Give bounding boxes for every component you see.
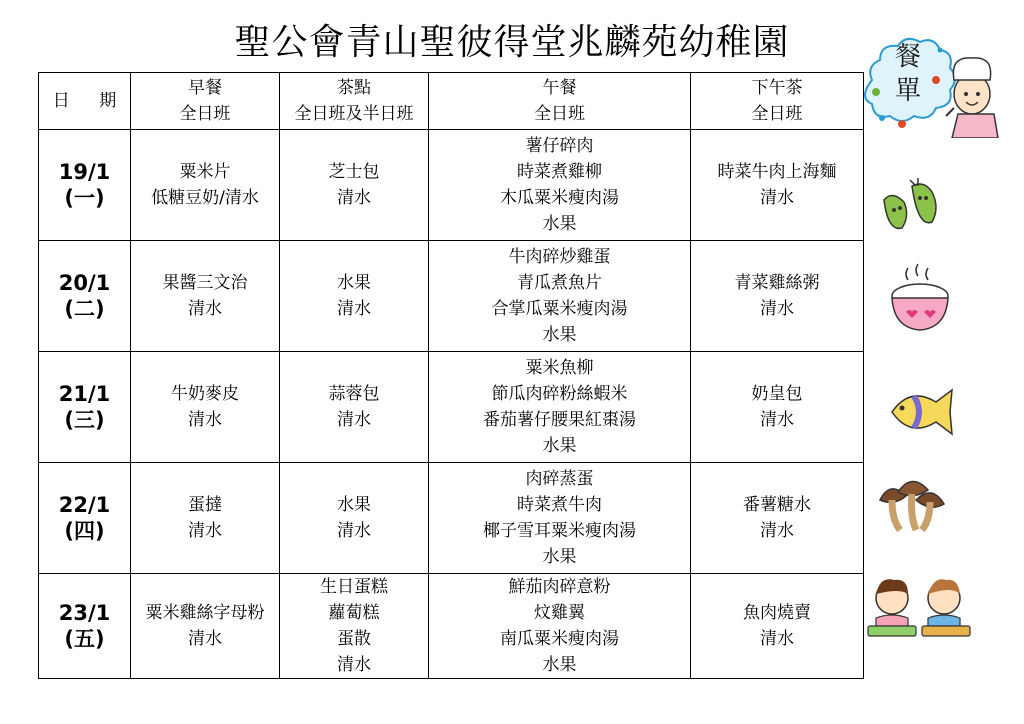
menu-item: 粟米雞絲字母粉 bbox=[145, 603, 265, 623]
header-snack: 茶點 全日班及半日班 bbox=[280, 73, 429, 130]
menu-item: 薯仔碎肉 bbox=[525, 136, 594, 156]
breakfast-cell bbox=[131, 352, 280, 463]
chef-icon bbox=[862, 30, 1002, 138]
menu-item: 清水 bbox=[337, 299, 371, 319]
menu-item: 粟米片 bbox=[179, 162, 231, 182]
menu-item: 清水 bbox=[337, 410, 371, 430]
menu-item: 鮮茄肉碎意粉 bbox=[508, 577, 611, 597]
breakfast-cell bbox=[131, 574, 280, 679]
menu-item: 青菜雞絲粥 bbox=[734, 273, 820, 293]
menu-item: 清水 bbox=[337, 188, 371, 208]
snack-cell bbox=[280, 130, 429, 241]
menu-item: 清水 bbox=[188, 410, 222, 430]
menu-item: 水果 bbox=[542, 214, 577, 234]
menu-item: 水果 bbox=[542, 325, 577, 345]
menu-item: 生日蛋糕 bbox=[320, 577, 388, 597]
menu-item: 清水 bbox=[188, 629, 222, 649]
breakfast-cell bbox=[131, 130, 280, 241]
lunch-cell bbox=[429, 463, 691, 574]
tea-cell bbox=[691, 352, 864, 463]
menu-item: 粟米魚柳 bbox=[525, 358, 594, 378]
menu-item: 水果 bbox=[542, 655, 577, 675]
page-title: 聖公會青山聖彼得堂兆麟苑幼稚園 bbox=[234, 22, 790, 63]
menu-item: 蛋散 bbox=[337, 629, 371, 649]
header-date: 日 期 bbox=[39, 73, 131, 130]
menu-item: 蘿蔔糕 bbox=[328, 603, 380, 623]
header-tea: 下午茶 全日班 bbox=[691, 73, 864, 130]
weekday-label: (四) bbox=[64, 519, 105, 543]
menu-item: 木瓜粟米瘦肉湯 bbox=[500, 188, 619, 208]
table-row bbox=[39, 130, 864, 241]
menu-item: 清水 bbox=[760, 410, 794, 430]
lunch-cell bbox=[429, 130, 691, 241]
menu-item: 牛肉碎炒雞蛋 bbox=[508, 247, 611, 267]
menu-table bbox=[38, 72, 864, 679]
weekday-label: (一) bbox=[64, 186, 105, 210]
menu-item: 魚肉燒賣 bbox=[743, 603, 811, 623]
tea-cell bbox=[691, 130, 864, 241]
menu-item: 炆雞翼 bbox=[534, 603, 585, 623]
tea-cell bbox=[691, 241, 864, 352]
menu-item: 清水 bbox=[188, 299, 222, 319]
table-row bbox=[39, 463, 864, 574]
mushrooms-icon bbox=[876, 474, 948, 536]
menu-item: 清水 bbox=[760, 299, 794, 319]
tea-cell bbox=[691, 463, 864, 574]
table-row bbox=[39, 241, 864, 352]
pea-pods-icon bbox=[876, 176, 948, 236]
lunch-cell bbox=[429, 241, 691, 352]
breakfast-cell bbox=[131, 463, 280, 574]
weekday-label: (二) bbox=[64, 297, 105, 321]
menu-item: 清水 bbox=[337, 521, 371, 541]
menu-item: 時菜煮雞柳 bbox=[517, 162, 602, 182]
menu-item: 水果 bbox=[542, 436, 577, 456]
rice-bowl-icon bbox=[884, 262, 956, 336]
date-cell bbox=[39, 130, 131, 241]
menu-item: 南瓜粟米瘦肉湯 bbox=[500, 629, 619, 649]
menu-item: 奶皇包 bbox=[751, 384, 803, 404]
menu-item: 牛奶麥皮 bbox=[171, 384, 239, 404]
menu-item: 果醬三文治 bbox=[162, 273, 248, 293]
menu-item: 青瓜煮魚片 bbox=[517, 273, 602, 293]
menu-item: 水果 bbox=[337, 273, 371, 293]
menu-item: 蛋撻 bbox=[188, 495, 222, 515]
menu-item: 芝士包 bbox=[328, 162, 380, 182]
breakfast-cell bbox=[131, 241, 280, 352]
snack-cell bbox=[280, 574, 429, 679]
menu-item: 清水 bbox=[188, 521, 222, 541]
menu-item: 番薯糖水 bbox=[743, 495, 811, 515]
menu-item: 時菜煮牛肉 bbox=[517, 495, 602, 515]
table-row bbox=[39, 574, 864, 679]
date-label: 23/1 bbox=[58, 601, 111, 625]
date-cell bbox=[39, 574, 131, 679]
children-eating-icon bbox=[864, 570, 974, 642]
menu-item: 水果 bbox=[337, 495, 371, 515]
menu-item: 蒜蓉包 bbox=[328, 384, 380, 404]
snack-cell bbox=[280, 352, 429, 463]
date-label: 22/1 bbox=[58, 493, 111, 517]
menu-item: 清水 bbox=[337, 655, 371, 675]
tea-cell bbox=[691, 574, 864, 679]
menu-item: 節瓜肉碎粉絲蝦米 bbox=[491, 384, 628, 404]
menu-item: 合掌瓜粟米瘦肉湯 bbox=[491, 299, 628, 319]
menu-badge: 餐 單 bbox=[894, 42, 921, 106]
table-row bbox=[39, 352, 864, 463]
date-cell bbox=[39, 241, 131, 352]
date-cell bbox=[39, 463, 131, 574]
lunch-cell bbox=[429, 352, 691, 463]
menu-item: 椰子雪耳粟米瘦肉湯 bbox=[483, 521, 636, 541]
snack-cell bbox=[280, 463, 429, 574]
header-row bbox=[39, 73, 864, 130]
menu-item: 低糖豆奶/清水 bbox=[151, 188, 259, 208]
menu-item: 清水 bbox=[760, 188, 794, 208]
date-label: 20/1 bbox=[58, 271, 111, 295]
weekday-label: (五) bbox=[64, 627, 105, 651]
menu-item: 時菜牛肉上海麵 bbox=[717, 162, 837, 182]
date-label: 19/1 bbox=[58, 160, 111, 184]
header-lunch: 午餐 全日班 bbox=[429, 73, 691, 130]
menu-item: 水果 bbox=[542, 547, 577, 567]
date-label: 21/1 bbox=[58, 382, 111, 406]
snack-cell bbox=[280, 241, 429, 352]
weekday-label: (三) bbox=[64, 408, 105, 432]
date-cell bbox=[39, 352, 131, 463]
lunch-cell bbox=[429, 574, 691, 679]
menu-item: 番茄薯仔腰果紅棗湯 bbox=[483, 410, 636, 430]
menu-item: 清水 bbox=[760, 521, 794, 541]
menu-item: 清水 bbox=[760, 629, 794, 649]
header-breakfast: 早餐 全日班 bbox=[131, 73, 280, 130]
menu-item: 肉碎蒸蛋 bbox=[525, 469, 594, 489]
fish-icon bbox=[886, 384, 958, 440]
